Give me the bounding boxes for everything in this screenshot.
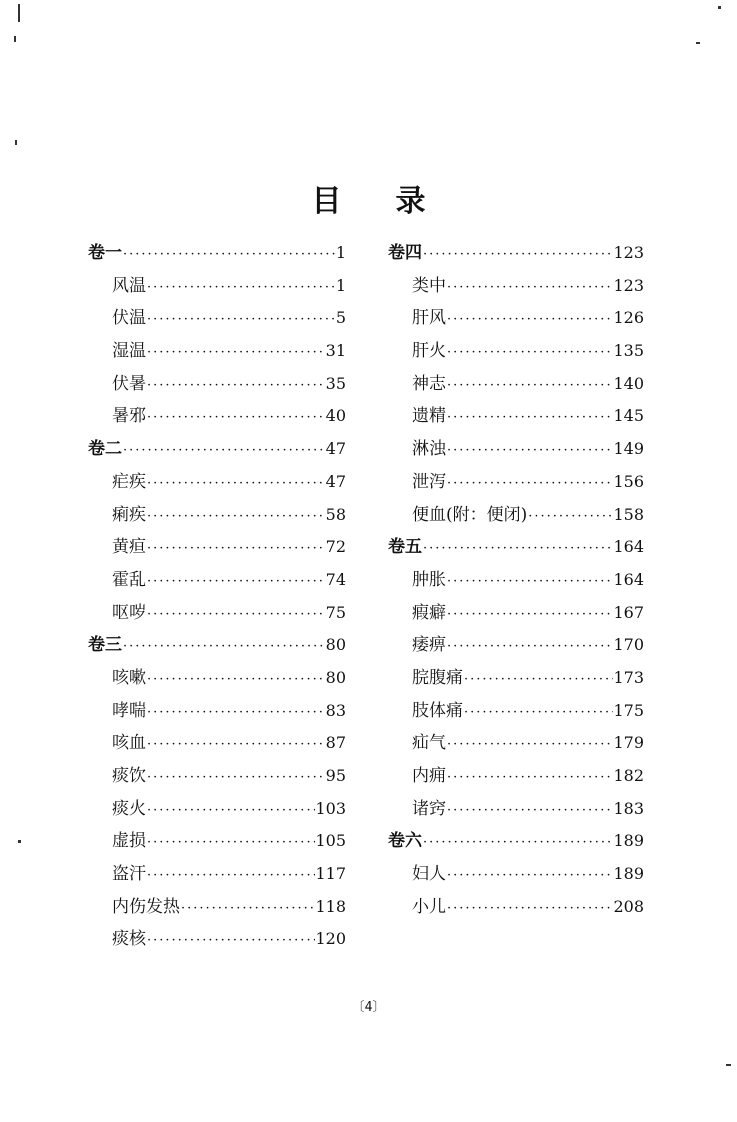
toc-entry-label: 痰饮 [112,766,146,786]
toc-left-column [88,238,346,957]
dot-leader [422,541,613,556]
dot-leader [446,868,613,883]
toc-entry [88,565,346,598]
dot-leader [446,639,613,654]
toc-volume-entry [88,630,346,663]
toc-entry-page: 126 [613,308,644,328]
dot-leader [180,901,315,916]
toc-entry-label: 淋浊 [412,439,446,460]
toc-entry [88,663,346,696]
toc-entry [88,271,346,304]
toc-entry [88,369,346,402]
dot-leader [446,410,613,425]
scan-speck [726,1064,731,1066]
toc-entry [88,761,346,794]
toc-entry-page: 145 [613,406,644,426]
toc-entry-page: 95 [325,766,346,785]
toc-entry-label: 肝风 [412,308,446,329]
toc-entry-label: 暑邪 [112,406,146,427]
toc-entry [388,467,644,500]
dot-leader [122,639,326,654]
dot-leader [446,770,613,785]
toc-entry-page: 118 [315,896,346,916]
dot-leader [146,476,326,491]
toc-entry-page: 80 [325,667,346,687]
toc-entry-page: 35 [325,373,346,393]
toc-entry-page: 175 [613,700,644,720]
toc-entry-page: 1 [335,243,346,262]
toc-entry-label: 内痈 [412,766,446,786]
dot-leader [446,737,613,752]
toc-entry [388,859,644,892]
toc-entry-label: 痢疾 [112,504,146,525]
toc-entry-page: 123 [613,275,644,295]
toc-entry-label: 脘腹痛 [412,667,463,688]
toc-entry-label: 疟疾 [112,471,146,492]
toc-entry-page: 140 [613,373,644,393]
toc-entry [88,696,346,729]
title-char-2: 录 [395,184,426,219]
toc-entry [388,728,644,761]
toc-entry-label: 盗汗 [112,864,146,885]
toc-entry-label: 肢体痛 [412,700,463,721]
toc-entry-label: 霍乱 [112,569,146,590]
toc-entry-page: 31 [325,341,346,361]
toc-entry-label: 肿胀 [412,569,446,590]
toc-entry-page: 83 [325,700,346,720]
toc-entry-label: 湿温 [112,341,146,362]
toc-entry-label: 遗精 [412,406,446,427]
toc-entry-page: 208 [613,896,644,916]
toc-entry-page: 173 [613,667,644,687]
toc-entry-label: 妇人 [412,864,446,885]
toc-entry [88,532,346,565]
toc-volume-entry [88,434,346,467]
toc-entry-page: 120 [315,929,346,949]
dot-leader [446,345,613,360]
toc-entry-page: 40 [325,406,346,426]
scan-speck [696,42,700,44]
toc-entry-label: 肝火 [412,341,446,362]
toc-entry-page: 75 [325,602,346,622]
toc-entry-label: 卷五 [388,537,422,558]
toc-volume-entry [388,826,644,859]
toc-entry-page: 182 [613,766,644,785]
toc-entry [88,892,346,925]
dot-leader [146,312,336,327]
toc-entry [88,467,346,500]
toc-entry-label: 诸窍 [412,798,446,819]
dot-leader [122,247,336,262]
toc-entry-label: 风温 [112,275,146,296]
toc-entry-label: 咳嗽 [112,667,146,688]
toc-entry-page: 103 [315,798,346,818]
scan-speck [18,840,21,843]
toc-entry [388,434,644,467]
toc-entry [388,565,644,598]
toc-entry [388,303,644,336]
toc-entry [388,369,644,402]
toc-entry-label: 咳血 [112,733,146,754]
dot-leader [146,345,326,360]
toc-entry [88,303,346,336]
toc-entry [88,728,346,761]
toc-entry-label: 卷四 [388,243,422,263]
toc-volume-entry [388,532,644,565]
dot-leader [146,410,326,425]
toc-entry-label: 疝气 [412,733,446,754]
toc-entry-page: 47 [325,471,346,491]
toc-entry-page: 87 [325,733,346,753]
toc-entry-page: 105 [315,831,346,851]
dot-leader [446,443,613,458]
toc-entry-page: 170 [613,635,644,655]
toc-entry-label: 哮喘 [112,700,146,721]
toc-entry-page: 189 [613,864,644,884]
toc-entry-page: 58 [325,504,346,524]
dot-leader [146,280,336,295]
toc-entry-page: 149 [613,439,644,459]
toc-entry-label: 便血(附：便闭) [412,504,528,525]
toc-entry [88,500,346,533]
dot-leader [527,509,613,524]
dot-leader [446,574,613,589]
page-number: 〔4〕 [351,1000,386,1015]
toc-entry-label: 伏暑 [112,373,146,394]
dot-leader [146,770,326,785]
toc-entry-page: 164 [613,569,644,589]
dot-leader [446,476,613,491]
toc-entry-page: 74 [325,569,346,589]
toc-entry-label: 小儿 [412,896,446,917]
scan-speck [15,140,17,145]
toc-entry-label: 瘕癖 [412,602,446,623]
dot-leader [446,378,613,393]
scan-speck [14,36,16,42]
toc-volume-entry [388,238,644,271]
toc-entry-label: 内伤发热 [112,896,180,917]
toc-entry-label: 黄疸 [112,537,146,558]
dot-leader [146,868,315,883]
dot-leader [446,607,613,622]
toc-entry-label: 呕哕 [112,602,146,623]
toc-volume-entry [88,238,346,271]
toc-entry [388,630,644,663]
dot-leader [146,607,326,622]
toc-entry-label: 类中 [412,275,446,296]
toc-entry-label: 痿痹 [412,635,446,656]
dot-leader [146,509,326,524]
toc-entry [388,892,644,925]
toc-entry [88,401,346,434]
toc-entry-label: 痰火 [112,798,146,819]
dot-leader [463,705,613,720]
toc-entry-page: 1 [335,275,346,295]
dot-leader [446,312,613,327]
toc-entry-page: 179 [613,733,644,753]
toc-entry-label: 卷六 [388,831,422,852]
dot-leader [422,247,613,262]
dot-leader [446,803,613,818]
dot-leader [146,541,326,556]
toc-entry-label: 泄泻 [412,471,446,492]
dot-leader [146,737,326,752]
toc-entry-page: 189 [613,831,644,851]
toc-entry-page: 183 [613,798,644,818]
toc-entry-page: 167 [613,602,644,622]
toc-entry [388,401,644,434]
scan-speck [718,6,721,9]
toc-entry [88,336,346,369]
dot-leader [146,803,315,818]
toc-entry-page: 80 [325,635,346,655]
title-char-1: 目 [311,184,342,219]
toc-entry [388,696,644,729]
toc-entry [388,761,644,794]
toc-entry [88,859,346,892]
toc-entry [88,924,346,957]
toc-entry-label: 卷三 [88,635,122,656]
toc-entry-page: 164 [613,537,644,557]
toc-entry-page: 135 [613,341,644,361]
dot-leader [146,672,326,687]
toc-entry-label: 虚损 [112,831,146,852]
dot-leader [422,835,613,850]
toc-entry-page: 72 [325,537,346,557]
dot-leader [122,443,326,458]
dot-leader [146,378,326,393]
toc-entry-page: 123 [613,243,644,262]
toc-entry-label: 神志 [412,373,446,394]
dot-leader [463,672,613,687]
toc-entry [388,271,644,304]
scan-speck [18,4,20,22]
toc-entry [388,794,644,827]
toc-entry-page: 117 [315,864,346,884]
toc-entry [388,500,644,533]
toc-entry [388,663,644,696]
dot-leader [146,933,315,948]
page-title [0,176,737,220]
toc-entry-page: 158 [613,504,644,524]
toc-entry-label: 痰核 [112,929,146,950]
dot-leader [146,574,326,589]
toc-entry [388,336,644,369]
toc-entry-label: 伏温 [112,308,146,329]
toc-entry [88,794,346,827]
toc-entry-page: 156 [613,471,644,491]
toc-entry-label: 卷一 [88,243,122,263]
toc-right-column [388,238,644,924]
toc-entry [88,598,346,631]
toc-entry [88,826,346,859]
toc-entry-label: 卷二 [88,439,122,460]
dot-leader [146,835,315,850]
dot-leader [446,901,613,916]
toc-entry-page: 47 [325,439,346,459]
toc-entry [388,598,644,631]
dot-leader [146,705,326,720]
toc-entry-page: 5 [335,308,346,328]
dot-leader [446,280,613,295]
